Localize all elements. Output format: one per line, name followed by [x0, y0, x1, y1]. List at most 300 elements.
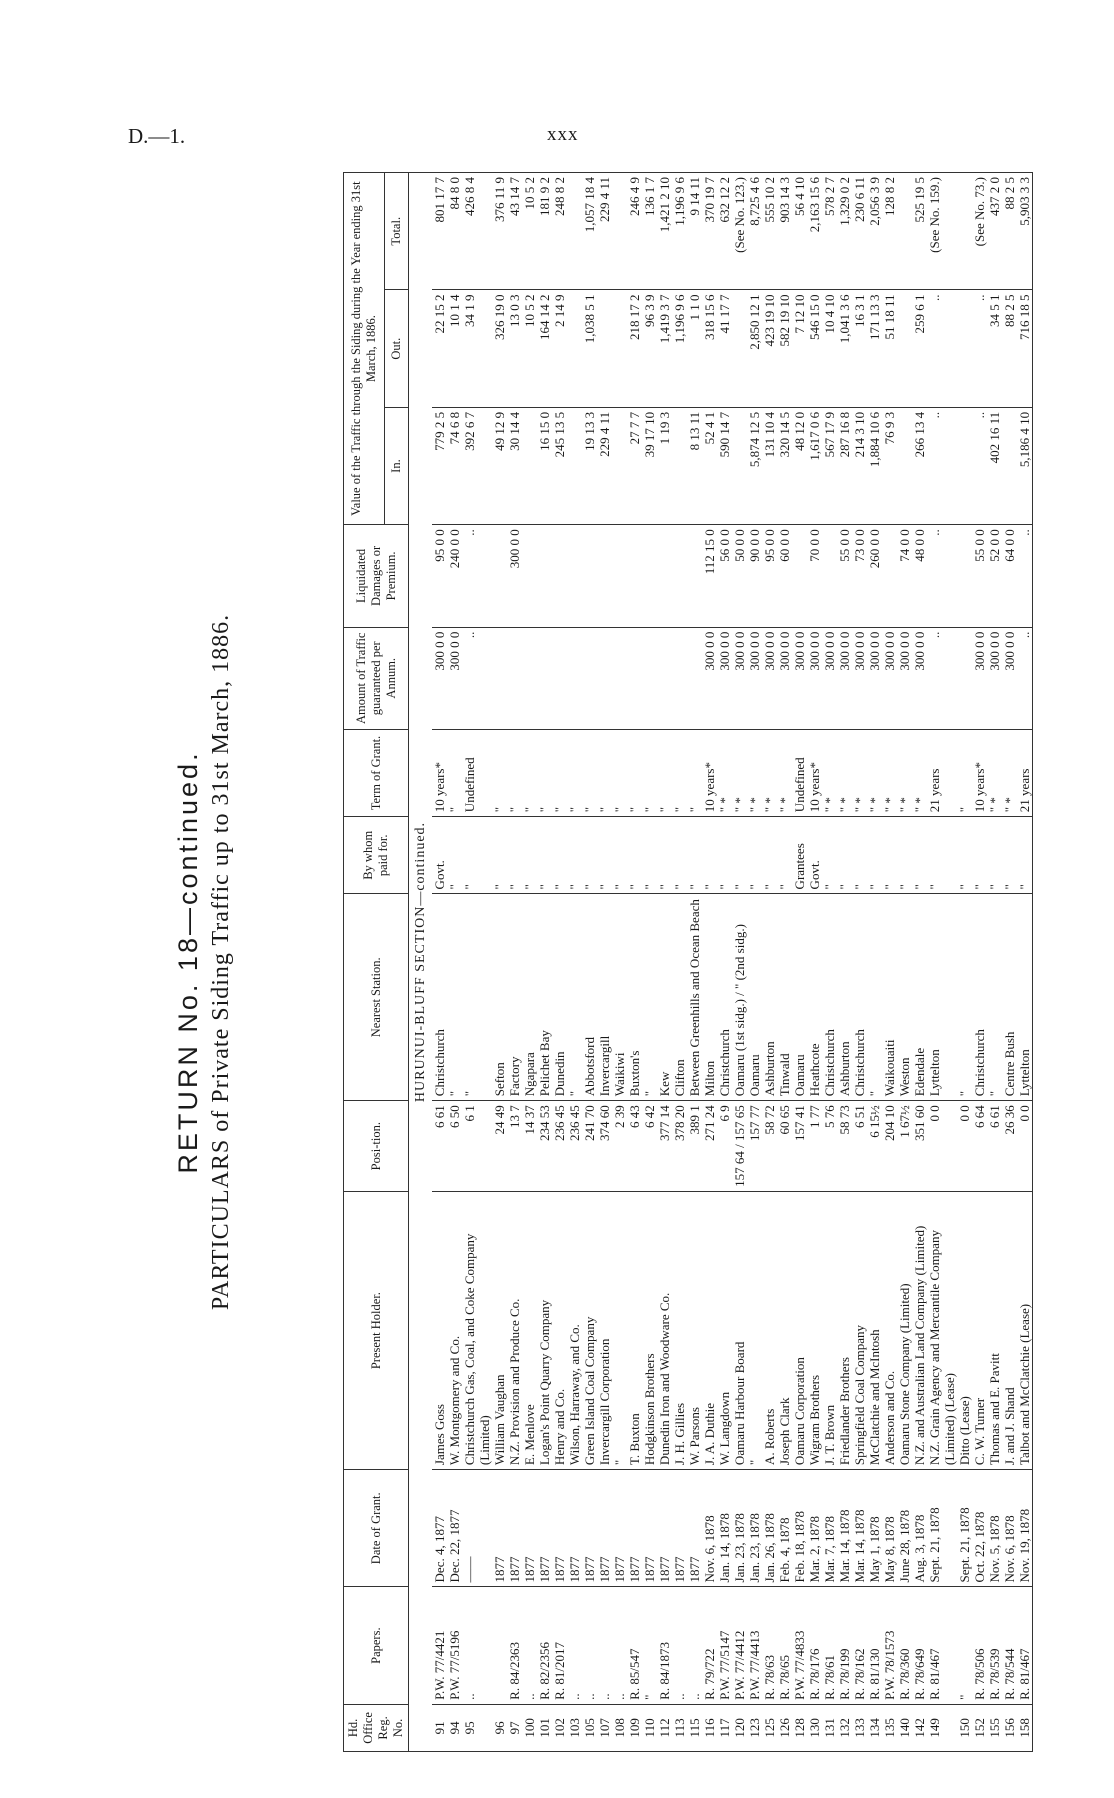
cell-station: Christchurch [822, 894, 837, 1101]
cell-term: " * [777, 729, 792, 816]
cell-reg-no: 103 [567, 1704, 582, 1751]
cell-damages [822, 525, 837, 627]
cell-term: " [537, 729, 552, 816]
cell-station: Factory [507, 894, 522, 1101]
cell-in: 5,186 4 10 [1017, 407, 1033, 524]
cell-guaranteed [642, 627, 657, 729]
cell-reg-no: 112 [657, 1704, 672, 1751]
cell-in: 214 3 10 [852, 407, 867, 524]
cell-holder: E. Menlove [522, 1192, 537, 1470]
cell-papers: R. 78/65 [777, 1587, 792, 1704]
cell-in: 287 16 8 [837, 407, 852, 524]
cell-reg-no: 108 [612, 1704, 627, 1751]
cell-station: Oamaru [747, 894, 762, 1101]
cell-reg-no: 125 [762, 1704, 777, 1751]
cell-paid-by: Grantees [792, 817, 807, 894]
col-papers: Papers. [344, 1587, 409, 1704]
cell-reg-no: 131 [822, 1704, 837, 1751]
cell-reg-no: 115 [687, 1704, 702, 1751]
cell-reg-no: 155 [987, 1704, 1002, 1751]
cell-out: 10 4 10 [822, 290, 837, 407]
cell-papers: R. 78/544 [1002, 1587, 1017, 1704]
cell-reg-no: 113 [672, 1704, 687, 1751]
cell-date: 1877 [642, 1470, 657, 1587]
cell-term: " * [912, 729, 927, 816]
cell-paid-by: " [822, 817, 837, 894]
table-row [807, 173, 822, 1752]
cell-papers: R. 78/176 [807, 1587, 822, 1704]
cell-term: " [657, 729, 672, 816]
table-row [567, 173, 582, 1752]
cell-in: 74 6 8 [447, 407, 462, 524]
cell-station: Abbotsford [582, 894, 597, 1101]
cell-papers: R. 81/467 [927, 1587, 957, 1704]
cell-damages [672, 525, 687, 627]
cell-damages [627, 525, 642, 627]
cell-in: 567 17 9 [822, 407, 837, 524]
cell-total: 437 2 0 [987, 173, 1002, 290]
cell-date: Feb. 18, 1878 [792, 1470, 807, 1587]
cell-paid-by: " [672, 817, 687, 894]
cell-total: 1,196 9 6 [672, 173, 687, 290]
cell-holder: J. T. Brown [822, 1192, 837, 1470]
cell-position: 378 20 [672, 1101, 687, 1192]
cell-reg-no: 102 [552, 1704, 567, 1751]
cell-position: 58 73 [837, 1101, 852, 1192]
cell-in: 52 4 1 [702, 407, 717, 524]
cell-station: " [567, 894, 582, 1101]
cell-reg-no: 140 [897, 1704, 912, 1751]
cell-holder: Ditto (Lease) [957, 1192, 972, 1470]
cell-station: Ashburton [762, 894, 777, 1101]
cell-term: " * [837, 729, 852, 816]
col-date: Date of Grant. [344, 1470, 409, 1587]
document-reference: D.—1. [128, 124, 186, 148]
col-term: Term of Grant. [344, 729, 409, 816]
cell-reg-no: 126 [777, 1704, 792, 1751]
cell-position: 236 45 [552, 1101, 567, 1192]
cell-term: " * [747, 729, 762, 816]
cell-reg-no: 142 [912, 1704, 927, 1751]
cell-date: 1877 [672, 1470, 687, 1587]
cell-date: 1877 [612, 1470, 627, 1587]
cell-holder: Wilson, Harraway, and Co. [567, 1192, 582, 1470]
cell-paid-by: " [777, 817, 792, 894]
cell-reg-no: 134 [867, 1704, 882, 1751]
cell-term: " [552, 729, 567, 816]
cell-date: Nov. 5, 1878 [987, 1470, 1002, 1587]
cell-position: 374 60 [597, 1101, 612, 1192]
cell-paid-by: " [837, 817, 852, 894]
cell-papers: P.W. 77/4413 [747, 1587, 762, 1704]
cell-paid-by: " [447, 817, 462, 894]
cell-in: 1,617 0 6 [807, 407, 822, 524]
cell-station: Christchurch [972, 894, 987, 1101]
cell-reg-no: 109 [627, 1704, 642, 1751]
cell-holder: Joseph Clark [777, 1192, 792, 1470]
cell-holder: Invercargill Corporation [597, 1192, 612, 1470]
cell-holder: W. Montgomery and Co. [447, 1192, 462, 1470]
cell-out: 259 6 1 [912, 290, 927, 407]
cell-damages [657, 525, 672, 627]
cell-term: " * [852, 729, 867, 816]
cell-date: 1877 [582, 1470, 597, 1587]
cell-reg-no: 100 [522, 1704, 537, 1751]
cell-station: Tinwald [777, 894, 792, 1101]
col-in: In. [385, 407, 409, 524]
cell-date: Mar. 14, 1878 [837, 1470, 852, 1587]
col-damages: Liquidated Damages or Premium. [344, 525, 409, 627]
cell-total: 5,903 3 3 [1017, 173, 1033, 290]
cell-papers: R. 78/162 [852, 1587, 867, 1704]
cell-station: " [462, 894, 492, 1101]
cell-date: 1877 [657, 1470, 672, 1587]
cell-out: 51 18 11 [882, 290, 897, 407]
cell-holder: J. A. Duthie [702, 1192, 717, 1470]
cell-damages: 60 0 0 [777, 525, 792, 627]
cell-holder: Christchurch Gas, Coal, and Coke Company (Limited) [462, 1192, 492, 1470]
cell-total: 525 19 5 [912, 173, 927, 290]
cell-papers: R. 79/722 [702, 1587, 717, 1704]
cell-total: 801 17 7 [432, 173, 447, 290]
cell-damages [492, 525, 507, 627]
cell-damages: 55 0 0 [972, 525, 987, 627]
cell-position: 157 64 / 157 65 [732, 1101, 747, 1192]
cell-paid-by: " [687, 817, 702, 894]
cell-reg-no: 116 [702, 1704, 717, 1751]
table-row [627, 173, 642, 1752]
cell-total: 632 12 2 [717, 173, 732, 290]
cell-papers: R. 78/63 [762, 1587, 777, 1704]
cell-in [672, 407, 687, 524]
cell-total [567, 173, 582, 290]
cell-position: 60 65 [777, 1101, 792, 1192]
cell-damages [537, 525, 552, 627]
cell-station: Sefton [492, 894, 507, 1101]
cell-position: 389 1 [687, 1101, 702, 1192]
cell-papers: P.W. 78/1573 [882, 1587, 897, 1704]
cell-date: 1877 [687, 1470, 702, 1587]
cell-station: Oamaru (1st sidg.) / " (2nd sidg.) [732, 894, 747, 1101]
cell-in [612, 407, 627, 524]
table-row [642, 173, 657, 1752]
cell-papers: R. 81/2017 [552, 1587, 567, 1704]
cell-reg-no: 152 [972, 1704, 987, 1751]
cell-in [522, 407, 537, 524]
cell-reg-no: 96 [492, 1704, 507, 1751]
cell-date: Nov. 6, 1878 [702, 1470, 717, 1587]
cell-total: 10 5 2 [522, 173, 537, 290]
cell-total: 136 1 7 [642, 173, 657, 290]
cell-total: 88 2 5 [1002, 173, 1017, 290]
cell-station: Pelichet Bay [537, 894, 552, 1101]
cell-paid-by: " [492, 817, 507, 894]
cell-damages: 74 0 0 [897, 525, 912, 627]
cell-papers: .. [597, 1587, 612, 1704]
cell-in [897, 407, 912, 524]
cell-damages: 52 0 0 [987, 525, 1002, 627]
cell-date: Jan. 26, 1878 [762, 1470, 777, 1587]
cell-holder: William Vaughan [492, 1192, 507, 1470]
cell-term: " [672, 729, 687, 816]
cell-out: 7 12 10 [792, 290, 807, 407]
cell-position: 6 64 [972, 1101, 987, 1192]
cell-station: " [987, 894, 1002, 1101]
cell-holder: James Goss [432, 1192, 447, 1470]
cell-out: 22 15 2 [432, 290, 447, 407]
cell-term: " [492, 729, 507, 816]
cell-out: 88 2 5 [1002, 290, 1017, 407]
cell-station: Heathcote [807, 894, 822, 1101]
cell-damages [612, 525, 627, 627]
cell-guaranteed [612, 627, 627, 729]
cell-guaranteed: 300 0 0 [912, 627, 927, 729]
cell-in: 402 16 11 [987, 407, 1002, 524]
cell-out [957, 290, 972, 407]
cell-holder: N.Z. and Australian Land Company (Limited) [912, 1192, 927, 1470]
cell-holder: T. Buxton [627, 1192, 642, 1470]
cell-guaranteed: 300 0 0 [852, 627, 867, 729]
cell-station: Weston [897, 894, 912, 1101]
cell-out: .. [972, 290, 987, 407]
cell-station: Christchurch [717, 894, 732, 1101]
cell-position: 377 14 [657, 1101, 672, 1192]
cell-total: 2,163 15 6 [807, 173, 822, 290]
cell-position: 157 77 [747, 1101, 762, 1192]
table-row [717, 173, 732, 1752]
cell-damages: 50 0 0 [732, 525, 747, 627]
cell-in: 48 12 0 [792, 407, 807, 524]
cell-in: 76 9 3 [882, 407, 897, 524]
cell-total: 376 11 9 [492, 173, 507, 290]
col-out: Out. [385, 290, 409, 407]
cell-date: Jan. 14, 1878 [717, 1470, 732, 1587]
cell-papers: R. 78/506 [972, 1587, 987, 1704]
cell-damages [597, 525, 612, 627]
cell-reg-no: 156 [1002, 1704, 1017, 1751]
cell-damages: 90 0 0 [747, 525, 762, 627]
cell-in: 266 13 4 [912, 407, 927, 524]
cell-out: 41 17 7 [717, 290, 732, 407]
cell-position: 1 67½ [897, 1101, 912, 1192]
cell-date: Mar. 14, 1878 [852, 1470, 867, 1587]
cell-paid-by: " [972, 817, 987, 894]
table-row [507, 173, 522, 1752]
cell-date: Nov. 19, 1878 [1017, 1470, 1033, 1587]
cell-papers: P.W. 77/5196 [447, 1587, 462, 1704]
cell-paid-by: " [537, 817, 552, 894]
cell-guaranteed: 300 0 0 [777, 627, 792, 729]
cell-station: Christchurch [852, 894, 867, 1101]
cell-guaranteed: 300 0 0 [432, 627, 447, 729]
cell-guaranteed [537, 627, 552, 729]
cell-term: " [642, 729, 657, 816]
cell-out [567, 290, 582, 407]
table-row [522, 173, 537, 1752]
cell-damages [687, 525, 702, 627]
table-row [837, 173, 852, 1752]
cell-date: Sept. 21, 1878 [927, 1470, 957, 1587]
table-row [582, 173, 597, 1752]
cell-date: May 1, 1878 [867, 1470, 882, 1587]
cell-position: 6 61 [987, 1101, 1002, 1192]
cell-holder: Logan's Point Quarry Company [537, 1192, 552, 1470]
cell-damages: 95 0 0 [762, 525, 777, 627]
cell-out: 96 3 9 [642, 290, 657, 407]
cell-holder: J. and J. Shand [1002, 1192, 1017, 1470]
cell-papers: R. 78/539 [987, 1587, 1002, 1704]
cell-papers [492, 1587, 507, 1704]
cell-damages [552, 525, 567, 627]
cell-out: 2 14 9 [552, 290, 567, 407]
cell-out: 13 0 3 [507, 290, 522, 407]
cell-in [732, 407, 747, 524]
table-row [882, 173, 897, 1752]
cell-holder: Green Island Coal Company [582, 1192, 597, 1470]
cell-guaranteed: 300 0 0 [732, 627, 747, 729]
cell-holder: Oamaru Corporation [792, 1192, 807, 1470]
cell-guaranteed: 300 0 0 [882, 627, 897, 729]
cell-guaranteed: .. [1017, 627, 1033, 729]
cell-date: Dec. 4, 1877 [432, 1470, 447, 1587]
cell-holder: Springfield Coal Company [852, 1192, 867, 1470]
table-row [987, 173, 1002, 1752]
cell-date: Oct. 22, 1878 [972, 1470, 987, 1587]
return-title: RETURN No. 18—continued. [173, 750, 203, 1174]
cell-papers: R. 84/2363 [507, 1587, 522, 1704]
cell-in [1002, 407, 1017, 524]
cell-papers: R. 78/61 [822, 1587, 837, 1704]
cell-reg-no: 117 [717, 1704, 732, 1751]
cell-guaranteed: 300 0 0 [447, 627, 462, 729]
cell-station: Waikiwi [612, 894, 627, 1101]
cell-station: " [957, 894, 972, 1101]
cell-position: 1 77 [807, 1101, 822, 1192]
cell-in: .. [927, 407, 957, 524]
cell-date: Jan. 23, 1878 [732, 1470, 747, 1587]
cell-in: 779 2 5 [432, 407, 447, 524]
cell-guaranteed [597, 627, 612, 729]
cell-total: (See No. 159.) [927, 173, 957, 290]
cell-guaranteed: 300 0 0 [972, 627, 987, 729]
cell-papers: P.W. 77/5147 [717, 1587, 732, 1704]
cell-total: 246 4 9 [627, 173, 642, 290]
cell-in [567, 407, 582, 524]
cell-position: 24 49 [492, 1101, 507, 1192]
cell-paid-by: " [852, 817, 867, 894]
cell-total [957, 173, 972, 290]
cell-in: 245 13 5 [552, 407, 567, 524]
cell-damages: 64 0 0 [1002, 525, 1017, 627]
cell-holder: Thomas and E. Pavitt [987, 1192, 1002, 1470]
cell-guaranteed [627, 627, 642, 729]
cell-in: 49 12 9 [492, 407, 507, 524]
cell-station: " [447, 894, 462, 1101]
table-row [852, 173, 867, 1752]
cell-holder: " [747, 1192, 762, 1470]
cell-damages: 240 0 0 [447, 525, 462, 627]
cell-station: Between Greenhills and Ocean Beach [687, 894, 702, 1101]
cell-term: " [507, 729, 522, 816]
table-row [552, 173, 567, 1752]
cell-guaranteed [657, 627, 672, 729]
cell-reg-no: 101 [537, 1704, 552, 1751]
cell-total [897, 173, 912, 290]
cell-term: " * [717, 729, 732, 816]
cell-position: 6 50 [447, 1101, 462, 1192]
cell-paid-by: " [642, 817, 657, 894]
cell-paid-by: " [522, 817, 537, 894]
cell-total: 128 8 2 [882, 173, 897, 290]
cell-term: " [687, 729, 702, 816]
cell-reg-no: 133 [852, 1704, 867, 1751]
cell-guaranteed [957, 627, 972, 729]
cell-date: —— [462, 1470, 492, 1587]
col-reg-no: Hd. Office Reg. No. [344, 1704, 409, 1751]
table-row [1017, 173, 1033, 1752]
cell-paid-by: " [702, 817, 717, 894]
cell-reg-no: 158 [1017, 1704, 1033, 1751]
col-station: Nearest Station. [344, 894, 409, 1101]
cell-guaranteed [552, 627, 567, 729]
cell-paid-by: " [747, 817, 762, 894]
cell-damages: 48 0 0 [912, 525, 927, 627]
cell-term: " * [822, 729, 837, 816]
cell-position: 14 37 [522, 1101, 537, 1192]
cell-position: 236 45 [567, 1101, 582, 1192]
cell-in: 5,874 12 5 [747, 407, 762, 524]
cell-paid-by: " [957, 817, 972, 894]
cell-in: 8 13 11 [687, 407, 702, 524]
cell-papers: P.W. 77/4833 [792, 1587, 807, 1704]
cell-guaranteed: 300 0 0 [702, 627, 717, 729]
cell-out: 1,041 3 6 [837, 290, 852, 407]
table-row [762, 173, 777, 1752]
cell-paid-by: " [912, 817, 927, 894]
cell-term: 10 years* [702, 729, 717, 816]
cell-guaranteed: 300 0 0 [897, 627, 912, 729]
cell-position: 6 61 [432, 1101, 447, 1192]
cell-reg-no: 130 [807, 1704, 822, 1751]
cell-term: " [612, 729, 627, 816]
cell-paid-by: " [1002, 817, 1017, 894]
cell-reg-no: 107 [597, 1704, 612, 1751]
cell-damages [522, 525, 537, 627]
cell-reg-no: 110 [642, 1704, 657, 1751]
cell-guaranteed: 300 0 0 [822, 627, 837, 729]
cell-damages: .. [462, 525, 492, 627]
cell-out: 546 15 0 [807, 290, 822, 407]
cell-damages: 70 0 0 [807, 525, 822, 627]
cell-in: 30 14 4 [507, 407, 522, 524]
cell-total: 370 19 7 [702, 173, 717, 290]
title-block [165, 172, 325, 1752]
cell-station: Clifton [672, 894, 687, 1101]
cell-total: 56 4 10 [792, 173, 807, 290]
cell-date: Nov. 6, 1878 [1002, 1470, 1017, 1587]
cell-total: 8,725 4 6 [747, 173, 762, 290]
cell-out: 34 1 9 [462, 290, 492, 407]
cell-holder: C. W. Turner [972, 1192, 987, 1470]
cell-damages: 55 0 0 [837, 525, 852, 627]
cell-out: 34 5 1 [987, 290, 1002, 407]
cell-out: 10 5 2 [522, 290, 537, 407]
cell-reg-no: 149 [927, 1704, 957, 1751]
cell-term: " * [897, 729, 912, 816]
cell-station: Buxton's [627, 894, 642, 1101]
cell-out: 326 19 0 [492, 290, 507, 407]
cell-date: Aug. 3, 1878 [912, 1470, 927, 1587]
